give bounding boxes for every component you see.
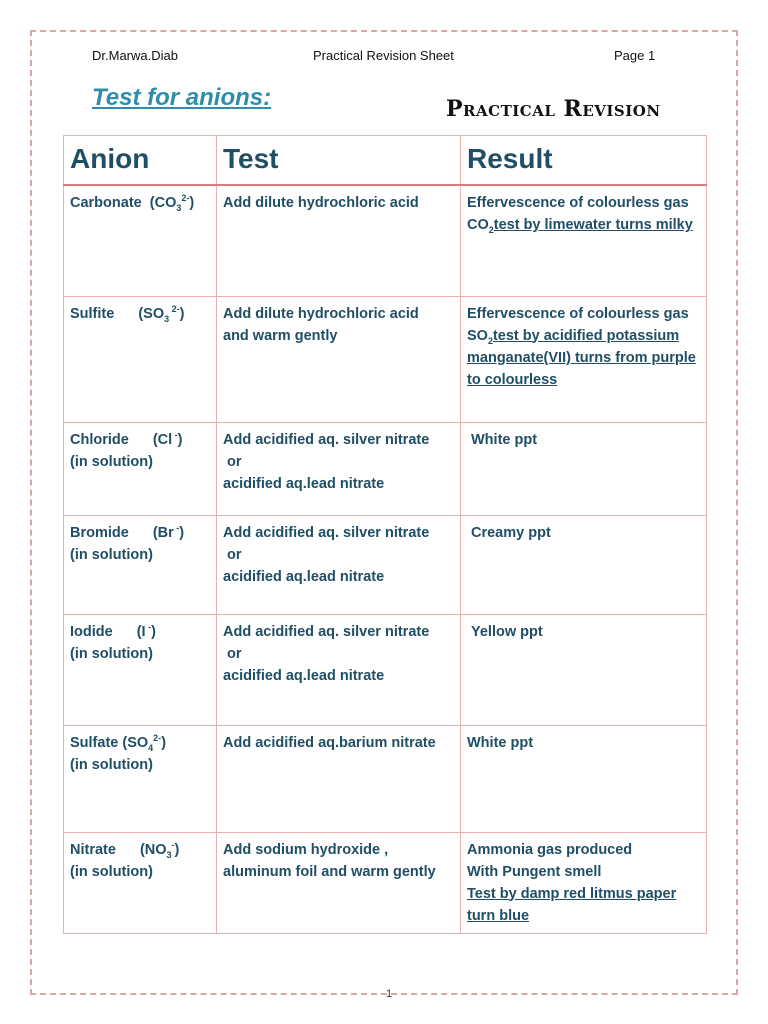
table-row <box>64 185 707 296</box>
result-text: With Pungent smell <box>467 863 602 880</box>
test-line: Add dilute hydrochloric acid <box>223 305 419 322</box>
anion-formula: Cl <box>157 431 173 448</box>
page-title: Practical Revision <box>446 96 661 122</box>
header-anion: Anion <box>64 136 217 186</box>
test-cell <box>217 832 461 933</box>
anion-cell: Nitrate $(NO_3^-)$ (in solution) <box>64 832 217 933</box>
anion-cell: Iodide (I -) (in solution) <box>64 614 217 725</box>
anion-note: (in solution) <box>70 546 153 563</box>
gas-subscript: 2 <box>488 224 494 235</box>
anion-cell: Carbonate $(CO_3^{2-})$ <box>64 185 217 296</box>
anion-name: Bromide <box>70 524 129 541</box>
result-text: Effervescence of colourless gas <box>467 195 689 211</box>
test-line: acidified aq.lead nitrate <box>223 475 385 492</box>
test-cell <box>217 296 461 422</box>
gas-subscript: 2 <box>487 335 493 346</box>
test-line: and warm gently <box>223 327 338 344</box>
test-line: acidified aq.lead nitrate <box>223 667 385 684</box>
anion-note: (in solution) <box>70 863 153 880</box>
anion-name: Iodide <box>70 623 113 640</box>
anion-tests-table <box>63 135 707 934</box>
table-row <box>64 614 707 725</box>
test-line: Add sodium hydroxide , <box>223 841 389 858</box>
result-cell <box>461 832 707 933</box>
test-cell <box>217 515 461 614</box>
anion-formula: Br <box>157 524 174 541</box>
result-text: White ppt <box>471 431 538 448</box>
result-underlined: test by limewater turns milky <box>493 217 693 233</box>
anion-formula: SO <box>127 734 149 751</box>
anion-formula: I <box>141 623 146 640</box>
anion-name: Nitrate <box>70 841 116 858</box>
formula-charge: 2- <box>153 732 162 743</box>
formula-charge: - <box>145 621 152 632</box>
anion-cell: Sulfite ($SO_3$ $^{2-}$) <box>64 296 217 422</box>
test-line: acidified aq.lead nitrate <box>223 568 385 585</box>
formula-subscript: 4 <box>148 742 154 753</box>
test-line: Add acidified aq. silver nitrate <box>223 623 430 640</box>
test-cell <box>217 422 461 515</box>
result-cell <box>461 725 707 832</box>
header-doc-title: Practical Revision Sheet <box>313 48 454 63</box>
test-line: aluminum foil and warm gently <box>223 863 436 880</box>
header-result: Result <box>461 136 707 186</box>
test-line: Add acidified aq. silver nitrate <box>223 431 430 448</box>
anion-name: Carbonate <box>70 195 142 211</box>
anion-name: Sulfate <box>70 734 119 751</box>
test-cell <box>217 614 461 725</box>
table-header-row <box>64 136 707 186</box>
anion-note: (in solution) <box>70 645 153 662</box>
table-row <box>64 832 707 933</box>
formula-charge: - <box>172 429 178 440</box>
result-cell <box>461 422 707 515</box>
result-text: Creamy ppt <box>471 524 551 541</box>
formula-subscript: 3 <box>164 313 170 324</box>
table-row <box>64 422 707 515</box>
anion-formula: NO <box>144 841 167 858</box>
test-line: or <box>227 453 242 470</box>
section-title: Test for anions: <box>92 84 272 111</box>
result-text: Yellow ppt <box>471 623 543 640</box>
formula-charge: 2- <box>169 303 180 314</box>
anion-formula: SO <box>143 305 165 322</box>
test-cell <box>217 725 461 832</box>
anion-cell: Sulfate $(SO_4^{2-})$ (in solution) <box>64 725 217 832</box>
result-cell <box>461 515 707 614</box>
result-text: Effervescence of colourless gas <box>467 305 689 322</box>
test-line: Add acidified aq. silver nitrate <box>223 524 430 541</box>
result-cell <box>461 614 707 725</box>
test-line: or <box>227 546 242 563</box>
formula-subscript: 3 <box>176 202 182 213</box>
result-underlined: test by acidified potassium manganate(VII) turns from purple to colourless <box>467 327 696 388</box>
test-line: Add acidified aq.barium nitrate <box>223 734 436 751</box>
header-test: Test <box>217 136 461 186</box>
table-row <box>64 515 707 614</box>
table-row <box>64 725 707 832</box>
anion-formula: CO <box>154 195 177 211</box>
formula-charge: - <box>171 839 175 850</box>
anion-note: (in solution) <box>70 453 153 470</box>
anion-name: Sulfite <box>70 305 115 322</box>
anion-note: (in solution) <box>70 756 153 773</box>
anion-cell: Bromide (Br -) (in solution) <box>64 515 217 614</box>
test-cell <box>217 185 461 296</box>
header-page-label: Page 1 <box>614 48 656 63</box>
header-author: Dr.Marwa.Diab <box>92 48 178 63</box>
table-row <box>64 296 707 422</box>
result-gas: SO <box>467 327 488 344</box>
result-cell <box>461 296 707 422</box>
result-text: White ppt <box>467 734 534 751</box>
formula-subscript: 3 <box>166 849 172 860</box>
footer-page-number: 1 <box>386 988 393 1000</box>
anion-cell: Chloride (Cl -) (in solution) <box>64 422 217 515</box>
formula-charge: 2- <box>181 193 190 204</box>
formula-charge: - <box>173 522 180 533</box>
anion-name: Chloride <box>70 431 129 448</box>
result-underlined: Test by damp red litmus paper turn blue <box>467 885 677 924</box>
test-line: or <box>227 645 242 662</box>
result-gas: CO <box>467 217 489 233</box>
result-cell <box>461 185 707 296</box>
page-header <box>0 48 768 68</box>
test-line: Add dilute hydrochloric acid <box>223 195 419 211</box>
result-text: Ammonia gas produced <box>467 841 633 858</box>
